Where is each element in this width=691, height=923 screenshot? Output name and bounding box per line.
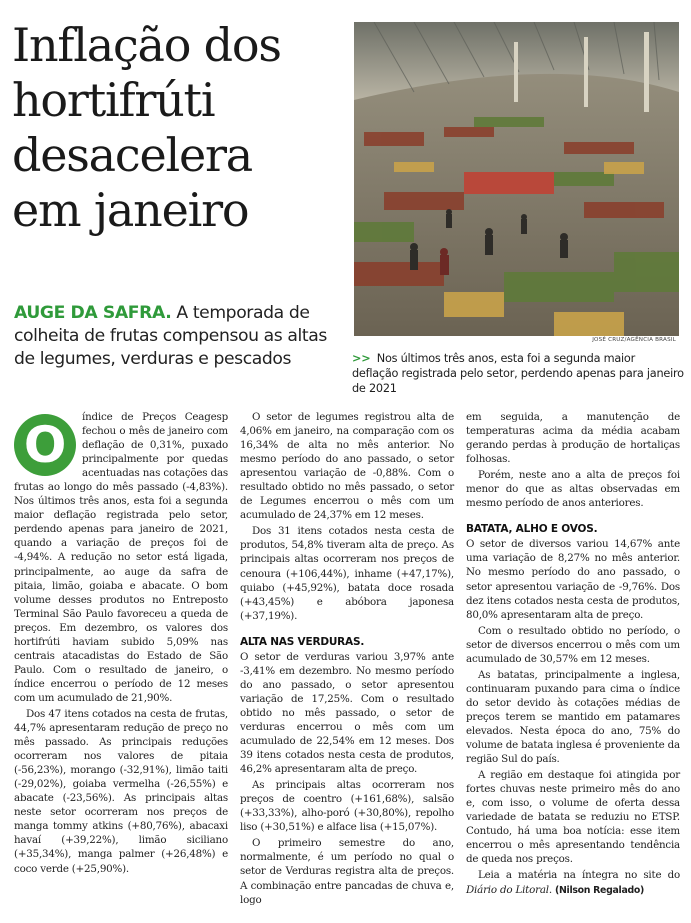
headline-line-2: hortifrúti xyxy=(12,73,215,127)
headline-line-1: Inflação dos xyxy=(12,18,281,72)
deck-kicker: AUGE DA SAFRA. xyxy=(14,303,172,323)
paragraph: O setor de verduras variou 3,97% ante -3,41% em dezembro. No mesmo período do ano passado, o setor apresentou variação de 17,25%. Com o resultado obtido no mês passado, o setor de verduras encerrou o mês com um acumulado de 22,54% em 12 meses. Dos 39 itens cotados nesta cesta de produtos, 46,2% apresentaram alta de preço. xyxy=(240,650,454,776)
paragraph: O setor de legumes registrou alta de 4,06% em janeiro, na comparação com os 16,34% de alta no mês anterior. No mesmo período do ano passado, o setor apresentou variação de -0,88%. Com o resultado obtido no mês passado, o setor de Legumes encerrou o mês com um acumulado de 24,37% em 12 meses. xyxy=(240,411,454,522)
paragraph: Porém, neste ano a alta de preços foi menor do que as altas observadas em mesmo período de anos anteriores. xyxy=(466,469,680,510)
paragraph: Com o resultado obtido no período, o setor de diversos encerrou o mês com um acumulado de 30,57% em 12 meses. xyxy=(466,624,680,665)
caption-marker: >> xyxy=(352,352,371,365)
photo-credit: JOSÉ CRUZ/AGÊNCIA BRASIL xyxy=(592,337,676,343)
market-photo-graphic xyxy=(354,22,679,336)
deck xyxy=(14,302,344,371)
headline-line-4: em janeiro xyxy=(12,183,249,237)
paragraph: As batatas, principalmente a inglesa, continuaram puxando para cima o índice do setor devido às cotações médias de preços terem se mantido em patamares elevados. Nesta época do ano, 75% do volume de batata inglesa é proveniente da região Sul do país. xyxy=(466,668,680,766)
article-column-3 xyxy=(466,410,680,900)
source-lead: Leia a matéria na íntegra no site do xyxy=(478,869,680,882)
paragraph: em seguida, a manutenção de temperaturas acima da média acabam gerando perdas à produção de hortaliças folhosas. xyxy=(466,411,680,466)
paragraph: As principais altas ocorreram nos preços de coentro (+161,68%), salsão (+33,33%), alho-poró (+30,80%), repolho liso (+30,51%) e alface lisa (+15,07%). xyxy=(240,779,454,834)
paragraph: Dos 31 itens cotados nesta cesta de produtos, 54,8% tiveram alta de preço. As principais altas ocorreram nos preços de cenoura (+106,44%), inhame (+47,17%), quiabo (+45,92%), batata doce rosada (+43,45%) e abóbora japonesa (+37,19%). xyxy=(240,525,454,622)
dropcap: O xyxy=(14,414,76,476)
paragraph: O primeiro semestre do ano, normalmente, é um período no qual o setor de Verduras registra alta de preços. A combinação entre pancadas de chuva e, logo xyxy=(240,837,454,906)
paragraph: Dos 47 itens cotados na cesta de frutas, 44,7% apresentaram redução de preço no mês passado. As principais reduções ocorreram nos valores de pitaia (-56,23%), morango (-32,91%), limão taiti (-29,02%), goiaba vermelha (-26,55%) e abacate (-23,56%). As principais altas neste setor ocorreram nos preços de manga tommy atkins (+80,76%), abacaxi havaí (+39,22%), limão siciliano (+35,34%), manga palmer (+26,48%) e coco verde (+25,90%). xyxy=(14,707,228,875)
photo-caption xyxy=(352,351,684,396)
byline: (Nilson Regalado) xyxy=(555,884,645,896)
paragraph xyxy=(14,410,228,705)
paragraph xyxy=(466,868,680,897)
headline xyxy=(12,18,342,238)
section-heading: ALTA NAS VERDURAS. xyxy=(240,635,365,648)
source-name: Diário do Litoral. xyxy=(466,883,552,896)
paragraph: A região em destaque foi atingida por fortes chuvas neste primeiro mês do ano e, com isso, o volume de oferta dessa variedade de batata se reduziu no ETSP. Contudo, há uma boa notícia: esse item encerrou o mês apresentando tendência de queda nos preços. xyxy=(466,769,680,866)
section-heading: BATATA, ALHO E OVOS. xyxy=(466,523,598,536)
headline-line-3: desacelera xyxy=(12,128,253,182)
paragraph: O setor de diversos variou 14,67% ante uma variação de 8,27% no mês anterior. No mesmo período do ano passado, o setor apresentou variação de -9,76%. Dos dez itens cotados nesta cesta de produtos, 80,0% apresentaram alta de preço. xyxy=(466,538,680,621)
market-photo xyxy=(354,22,679,336)
caption-text: Nos últimos três anos, esta foi a segunda maior deflação registrada pelo setor, perdendo apenas para janeiro de 2021 xyxy=(352,352,684,395)
article-column-2 xyxy=(240,410,454,909)
deck-text: A temporada de colheita de frutas compensou as altas de legumes, verduras e pescados xyxy=(14,303,327,369)
article-column-1 xyxy=(14,410,228,878)
paragraph-text: índice de Preços Ceagesp fechou o mês de janeiro com deflação de 0,31%, puxado principalmente por quedas acentuadas nas cotações das frutas ao longo do mês passado (-4,83%). Nos últimos três anos, esta foi a segunda maior deflação registrada pelo setor, perdendo apenas para janeiro de 2021, quando a variação de preços foi de -4,94%. A redução no setor está ligada, principalmente, ao auge da safra de pitaia, limão, goiaba e abacate. O bom volume desses produtos no Entreposto Terminal São Paulo favoreceu a queda de preços. Em dezembro, os valores dos hortifrúti haviam subido 5,09% nas centrais atacadistas do Estado de São Paulo. Com o resultado de janeiro, o índice encerrou o período de 12 meses com um acumulado de 21,90%. xyxy=(14,411,228,704)
